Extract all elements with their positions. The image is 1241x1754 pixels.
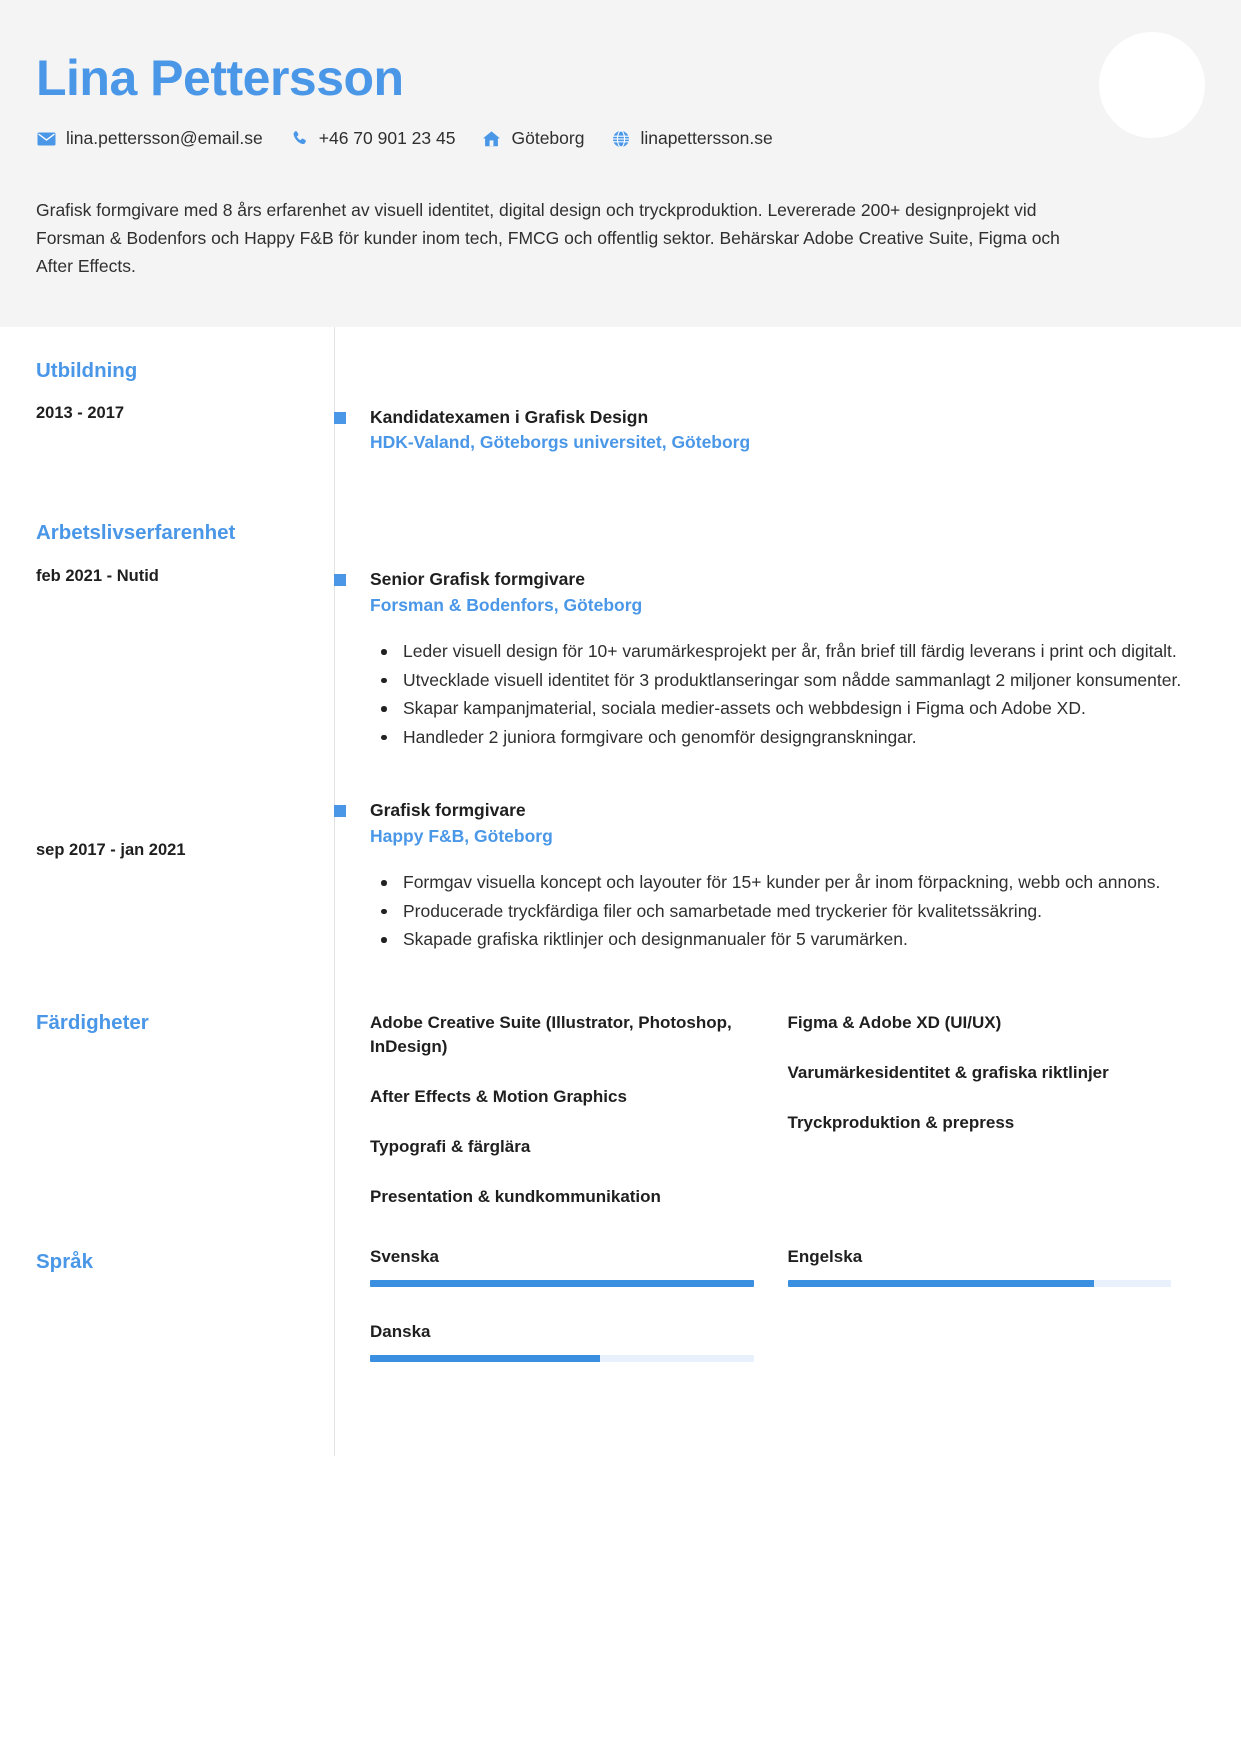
- section-languages: [36, 1246, 1205, 1396]
- phone-icon: [289, 129, 310, 150]
- experience-bullets-1: [370, 869, 1205, 953]
- language-name: Engelska: [787, 1246, 863, 1266]
- experience-right-column: [334, 521, 1205, 955]
- experience-left-column: [36, 521, 334, 861]
- section-education: [36, 327, 1205, 456]
- entry-marker-icon: [334, 412, 346, 424]
- entry-marker-icon: [334, 805, 346, 817]
- section-title-languages: Språk: [36, 1249, 93, 1273]
- language-level-fill: [370, 1355, 600, 1362]
- skill-item: After Effects & Motion Graphics: [370, 1087, 627, 1107]
- contact-location-text: Göteborg: [511, 128, 585, 149]
- section-skills: [36, 1011, 1205, 1236]
- education-right-column: [334, 327, 1205, 456]
- language-item: [788, 1246, 1206, 1287]
- section-title-skills: Färdigheter: [36, 1010, 149, 1034]
- skill-item: Varumärkesidentitet & grafiska riktlinjer: [787, 1063, 1109, 1083]
- languages-right-column: [334, 1246, 1205, 1396]
- avatar: [1099, 32, 1205, 138]
- education-school: HDK-Valand, Göteborgs universitet, Göteborg: [370, 431, 751, 452]
- language-name: Svenska: [370, 1246, 439, 1266]
- entry-marker-icon: [334, 574, 346, 586]
- skills-left-column: [36, 1011, 334, 1036]
- contact-phone-text: +46 70 901 23 45: [318, 128, 456, 149]
- skill-item: Tryckproduktion & prepress: [787, 1113, 1015, 1133]
- language-level-fill: [370, 1280, 754, 1287]
- contact-phone[interactable]: [289, 129, 456, 150]
- list-item: Leder visuell design för 10+ varumärkesprojekt per år, från brief till färdig leverans i print och digitalt.: [370, 638, 1205, 665]
- experience-bullets-0: [370, 638, 1205, 750]
- education-period: 2013 - 2017: [36, 404, 125, 423]
- envelope-icon: [36, 129, 57, 150]
- experience-role-1: Grafisk formgivare: [370, 800, 526, 821]
- education-entry: [370, 405, 1205, 456]
- section-experience: [36, 521, 1205, 955]
- experience-role-0: Senior Grafisk formgivare: [370, 569, 585, 590]
- language-level-track: [370, 1355, 754, 1362]
- language-name: Danska: [370, 1321, 431, 1341]
- contact-row: [36, 129, 1205, 150]
- contact-location: [481, 129, 584, 150]
- skills-column-2: [788, 1011, 1206, 1236]
- section-title-experience: Arbetslivserfarenhet: [36, 521, 236, 545]
- list-item: Formgav visuella koncept och layouter för 15+ kunder per år inom förpackning, webb och annons.: [370, 869, 1205, 896]
- resume-body: [0, 327, 1241, 1456]
- profile-summary: Grafisk formgivare med 8 års erfarenhet av visuell identitet, digital design och tryckproduktion. Levererade 200+ designprojekt vid Forsman & Bodenfors och Happy F&B för kunder inom tech, FMCG och offentlig sektor. Behärskar Adobe Creative Suite, Figma och After Effects.: [36, 199, 1060, 277]
- skills-right-column: [334, 1011, 1205, 1236]
- experience-period-0: feb 2021 - Nutid: [36, 566, 159, 585]
- section-title-education: Utbildning: [36, 358, 138, 382]
- contact-website[interactable]: [610, 129, 772, 150]
- contact-email-text: lina.pettersson@email.se: [66, 128, 263, 149]
- contact-email[interactable]: [36, 129, 263, 150]
- language-level-fill: [788, 1280, 1095, 1287]
- skill-item: Presentation & kundkommunikation: [370, 1187, 661, 1207]
- home-icon: [481, 129, 502, 150]
- skills-column-1: [370, 1011, 788, 1236]
- experience-company-0: Forsman & Bodenfors, Göteborg: [370, 594, 643, 615]
- list-item: Skapade grafiska riktlinjer och designmanualer för 5 varumärken.: [370, 926, 1205, 953]
- list-item: Handleder 2 juniora formgivare och genomför designgranskningar.: [370, 724, 1205, 751]
- language-item: [370, 1246, 788, 1287]
- resume-header: [0, 0, 1241, 327]
- education-left-column: [36, 327, 334, 425]
- experience-entry-1: [370, 798, 1205, 953]
- list-item: Utvecklade visuell identitet för 3 produktlanseringar som nådde sammanlagt 2 miljoner konsumenter.: [370, 667, 1205, 694]
- language-level-track: [370, 1280, 754, 1287]
- skill-item: Adobe Creative Suite (Illustrator, Photoshop, InDesign): [370, 1012, 732, 1057]
- language-item: [370, 1321, 788, 1362]
- globe-icon: [610, 129, 631, 150]
- languages-left-column: [36, 1246, 334, 1275]
- language-level-track: [788, 1280, 1172, 1287]
- page-title: Lina Pettersson: [36, 50, 404, 106]
- experience-period-1: sep 2017 - jan 2021: [36, 841, 186, 860]
- list-item: Producerade tryckfärdiga filer och samarbetade med tryckerier för kvalitetssäkring.: [370, 898, 1205, 925]
- education-degree: Kandidatexamen i Grafisk Design: [370, 406, 649, 427]
- experience-company-1: Happy F&B, Göteborg: [370, 825, 553, 846]
- experience-entry-0: [370, 567, 1205, 750]
- list-item: Skapar kampanjmaterial, sociala medier-assets och webbdesign i Figma och Adobe XD.: [370, 695, 1205, 722]
- contact-website-text: linapettersson.se: [640, 128, 773, 149]
- skill-item: Typografi & färglära: [370, 1137, 531, 1157]
- column-divider: [334, 327, 335, 1456]
- skill-item: Figma & Adobe XD (UI/UX): [787, 1012, 1002, 1032]
